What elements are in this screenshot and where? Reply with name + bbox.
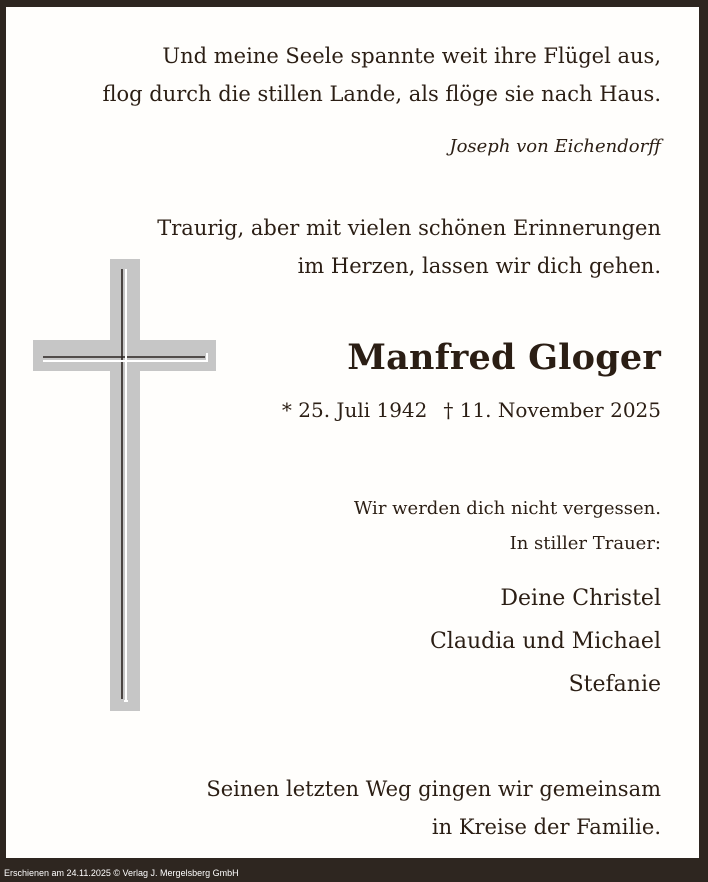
closing-line: in Kreise der Familie. xyxy=(431,815,661,839)
quote xyxy=(103,37,662,113)
mourner-name: Stefanie xyxy=(568,672,661,697)
deceased-name: Manfred Gloger xyxy=(347,337,661,378)
intro-line: Traurig, aber mit vielen schönen Erinnerungen xyxy=(157,216,661,240)
quote-line: Und meine Seele spannte weit ihre Flügel aus, xyxy=(162,44,661,68)
life-dates xyxy=(282,395,661,425)
intro-text xyxy=(157,209,661,285)
death-date: † 11. November 2025 xyxy=(443,398,661,422)
obituary-card xyxy=(6,7,699,858)
closing-text xyxy=(206,770,661,846)
birth-date: * 25. Juli 1942 xyxy=(281,398,428,422)
in-mourning-label: In stiller Trauer: xyxy=(509,533,661,554)
publication-footer: Erschienen am 24.11.2025 © Verlag J. Mergelsberg GmbH xyxy=(4,868,239,878)
message-line: Wir werden dich nicht vergessen. xyxy=(353,498,661,519)
mourner-name: Claudia und Michael xyxy=(429,629,661,654)
intro-line: im Herzen, lassen wir dich gehen. xyxy=(297,254,661,278)
closing-line: Seinen letzten Weg gingen wir gemeinsam xyxy=(206,777,661,801)
quote-line: flog durch die stillen Lande, als flöge sie nach Haus. xyxy=(102,82,661,106)
mourner-name: Deine Christel xyxy=(500,586,661,611)
mourning-message xyxy=(354,491,661,561)
mourner-names xyxy=(430,577,661,706)
quote-author: Joseph von Eichendorff xyxy=(449,136,661,157)
